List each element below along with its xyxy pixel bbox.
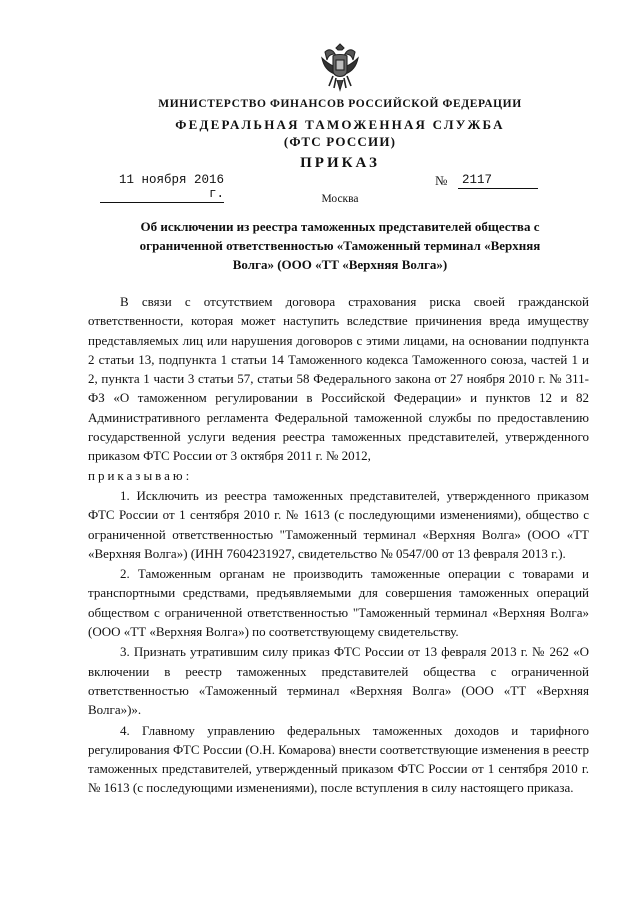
- order-number: 2117: [458, 173, 538, 189]
- order-body: [88, 292, 589, 798]
- service-name: ФЕДЕРАЛЬНАЯ ТАМОЖЕННАЯ СЛУЖБА: [175, 117, 505, 132]
- order-item-2: 2. Таможенным органам не производить таможенные операции с товарами и транспортными средствами, предъявляемыми для совершения таможенных операций обществом с ограниченной ответственностью "Таможенный терминал «Верхняя Волга» (ООО «ТТ «Верхняя Волга») по соответствующему свидетельству.: [88, 566, 589, 640]
- order-item-1: 1. Исключить из реестра таможенных представителей, утвержденного приказом ФТС России от 1 сентября 2010 г. № 1613 (с последующими изменениями), общество с ограниченной ответственностью "Таможенный терминал «Верхняя Волга» (ООО «ТТ «Верхняя Волга») (ИНН 7604231927, свидетельство № 0547/00 от 13 февраля 2013 г.).: [88, 487, 589, 561]
- service-abbreviation: (ФТС РОССИИ): [283, 134, 397, 149]
- order-item-4: 4. Главному управлению федеральных таможенных доходов и тарифного регулирования ФТС России (О.Н. Комарова) внести соответствующие изменения в реестр таможенных представителей, утвержденный приказом ФТС России от 1 сентября 2010 г. № 1613 (с последующими изменениями), после вступления в силу настоящего приказа.: [88, 722, 589, 796]
- preamble-paragraph: В связи с отсутствием договора страхования риска своей гражданской ответственности, которая может наступить вследствие причинения вреда имуществу представляемых лиц или нарушения договоров с этими лицами, на основании подпункта 2 статьи 13, подпункта 1 статьи 14 Таможенного кодекса Таможенного союза, частей 1 и 2, пункта 1 части 3 статьи 57, статьи 58 Федерального закона от 27 ноября 2010 г. № 311-ФЗ «О таможенном регулировании в Российской Федерации» и пунктов 12 и 82 Административного регламента Федеральной таможенной службы по предоставлению государственной услуги ведения реестра таможенных представителей, утвержденного приказом ФТС России от 3 октября 2011 г. № 2012,: [88, 294, 589, 464]
- order-word: приказываю:: [88, 467, 193, 483]
- order-subject: Об исключении из реестра таможенных представителей общества с ограниченной ответственностью «Таможенный терминал «Верхняя Волга» (ООО «ТТ «Верхняя Волга»): [139, 219, 541, 272]
- order-date: 11 ноября 2016 г.: [100, 173, 224, 203]
- document-type: ПРИКАЗ: [300, 155, 380, 171]
- city: Москва: [321, 193, 359, 205]
- number-sign: №: [435, 173, 448, 188]
- double-headed-eagle-emblem-icon: [319, 42, 361, 92]
- ministry-name: МИНИСТЕРСТВО ФИНАНСОВ РОССИЙСКОЙ ФЕДЕРАЦИИ: [158, 98, 522, 110]
- order-item-3: 3. Признать утратившим силу приказ ФТС России от 13 февраля 2013 г. № 262 «О включении в реестр таможенных представителей общества с ограниченной ответственностью «Таможенный терминал «Верхняя Волга» (ООО «ТТ «Верхняя Волга»)».: [88, 644, 589, 718]
